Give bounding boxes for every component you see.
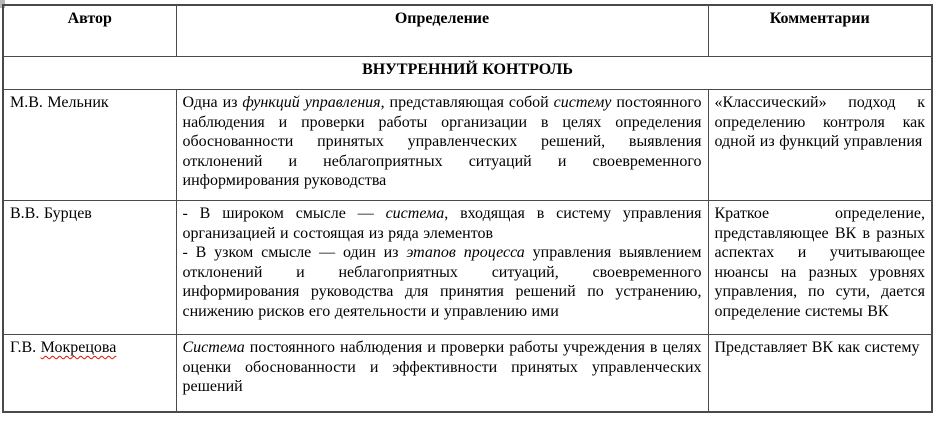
definition-text-italic: Система — [182, 339, 245, 356]
author-cell — [3, 335, 176, 413]
definition-paragraph — [183, 243, 702, 321]
definition-text: - В широком смысле — — [182, 205, 386, 222]
definition-paragraph — [183, 204, 702, 243]
definition-text: - В узком смысле — один из — [182, 244, 407, 261]
definition-text: постоянного наблюдения и проверки работы организации в целях определения обоснованности принятых управленческих решений, выявления отклонений и неблагоприятных ситуаций и своевременного информирования руководства — [182, 94, 702, 189]
column-header-definition: Определение — [176, 5, 708, 57]
section-title: ВНУТРЕННИЙ КОНТРОЛЬ — [3, 57, 932, 90]
definition-cell — [176, 335, 708, 413]
definitions-table — [2, 4, 933, 413]
column-header-author: Автор — [3, 5, 176, 57]
definition-text: Одна из — [182, 94, 243, 111]
table-row — [3, 335, 932, 413]
comments-cell: Представляет ВК как систему — [708, 335, 932, 413]
definition-cell — [176, 90, 708, 201]
definition-text: постоянного наблюдения и проверки работы учреждения в целях оценки обоснованности и эффективности принятых управленческих решений — [182, 339, 702, 395]
definition-text-italic: система — [385, 205, 445, 222]
comments-cell: Краткое определение, представляющее ВК в разных аспектах и учитывающее нюансы на разных уровнях управления, по сути, дается определение системы ВК — [708, 201, 932, 335]
definition-text-italic: систему — [553, 94, 612, 111]
definition-text: управления выявлением отклонений и неблагоприятных ситуаций, своевременного информирования руководства для принятия решений по устранению, снижению рисков его деятельности и управлению ими — [182, 244, 702, 320]
definition-text-italic: функций управления — [242, 94, 381, 111]
table-row — [3, 201, 932, 335]
definition-text: , представляющая собой — [380, 94, 554, 111]
column-header-comments: Комментарии — [708, 5, 932, 57]
definition-cell — [176, 201, 708, 335]
definition-text: , входящая в систему управления организацией и состоящая из ряда элементов — [182, 205, 702, 242]
author-cell: В.В. Бурцев — [3, 201, 176, 335]
table-header-row — [3, 5, 932, 57]
table-row — [3, 90, 932, 201]
author-cell: М.В. Мельник — [3, 90, 176, 201]
author-initials: Г.В. — [10, 339, 41, 356]
definition-text-italic: этапов процесса — [406, 244, 525, 261]
section-header-row — [3, 57, 932, 90]
author-surname-spellcheck: Мокрецова — [40, 339, 117, 356]
comments-cell: «Классический» подход к определению контроля как одной из функций управления — [708, 90, 932, 201]
